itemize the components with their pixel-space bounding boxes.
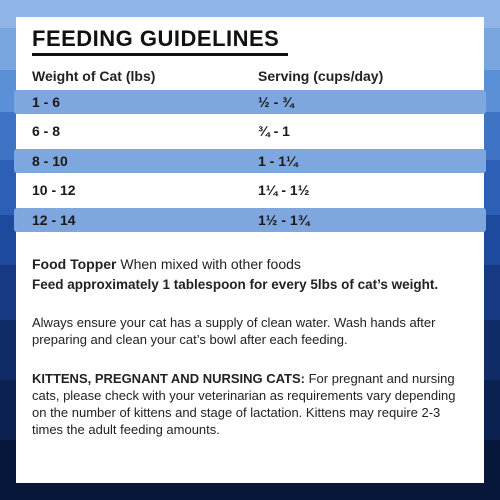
serving-cell: ½ - ¾ bbox=[258, 94, 294, 110]
serving-cell: 1¼ - 1½ bbox=[258, 182, 310, 198]
column-header-weight: Weight of Cat (lbs) bbox=[32, 68, 156, 84]
table-row bbox=[16, 178, 484, 202]
table-row bbox=[16, 119, 484, 143]
weight-cell: 1 - 6 bbox=[32, 94, 61, 110]
food-topper-instruction: Feed approximately 1 tablespoon for every 5lbs of cat’s weight. bbox=[32, 277, 439, 292]
food-topper-label: Food Topper bbox=[32, 256, 117, 272]
column-header-serving: Serving (cups/day) bbox=[258, 68, 384, 84]
serving-cell: 1 - 1¼ bbox=[258, 153, 298, 169]
food-topper-text: When mixed with other foods bbox=[116, 256, 301, 272]
feeding-guidelines-card bbox=[16, 17, 484, 483]
kittens-text: For pregnant and nursing cats, please check with your veterinarian as requirements vary depending on the number of kittens and stage of lactation. Kittens may require 2-3 times the adult feeding amounts. bbox=[32, 371, 456, 437]
weight-cell: 12 - 14 bbox=[32, 212, 76, 228]
weight-cell: 6 - 8 bbox=[32, 123, 61, 139]
title-underline bbox=[32, 53, 288, 56]
table-row bbox=[14, 208, 486, 232]
water-note: Always ensure your cat has a supply of clean water. Wash hands after preparing and clean your cat’s bowl after each feeding. bbox=[32, 315, 436, 347]
food-topper-line bbox=[32, 256, 472, 273]
kittens-note bbox=[32, 370, 472, 438]
serving-cell: ¾ - 1 bbox=[258, 123, 290, 139]
page-title: FEEDING GUIDELINES bbox=[32, 26, 280, 51]
table-row bbox=[14, 149, 486, 173]
weight-cell: 8 - 10 bbox=[32, 153, 68, 169]
serving-cell: 1½ - 1¾ bbox=[258, 212, 310, 228]
weight-cell: 10 - 12 bbox=[32, 182, 76, 198]
kittens-label: KITTENS, PREGNANT AND NURSING CATS: bbox=[32, 371, 305, 386]
table-row bbox=[14, 90, 486, 114]
